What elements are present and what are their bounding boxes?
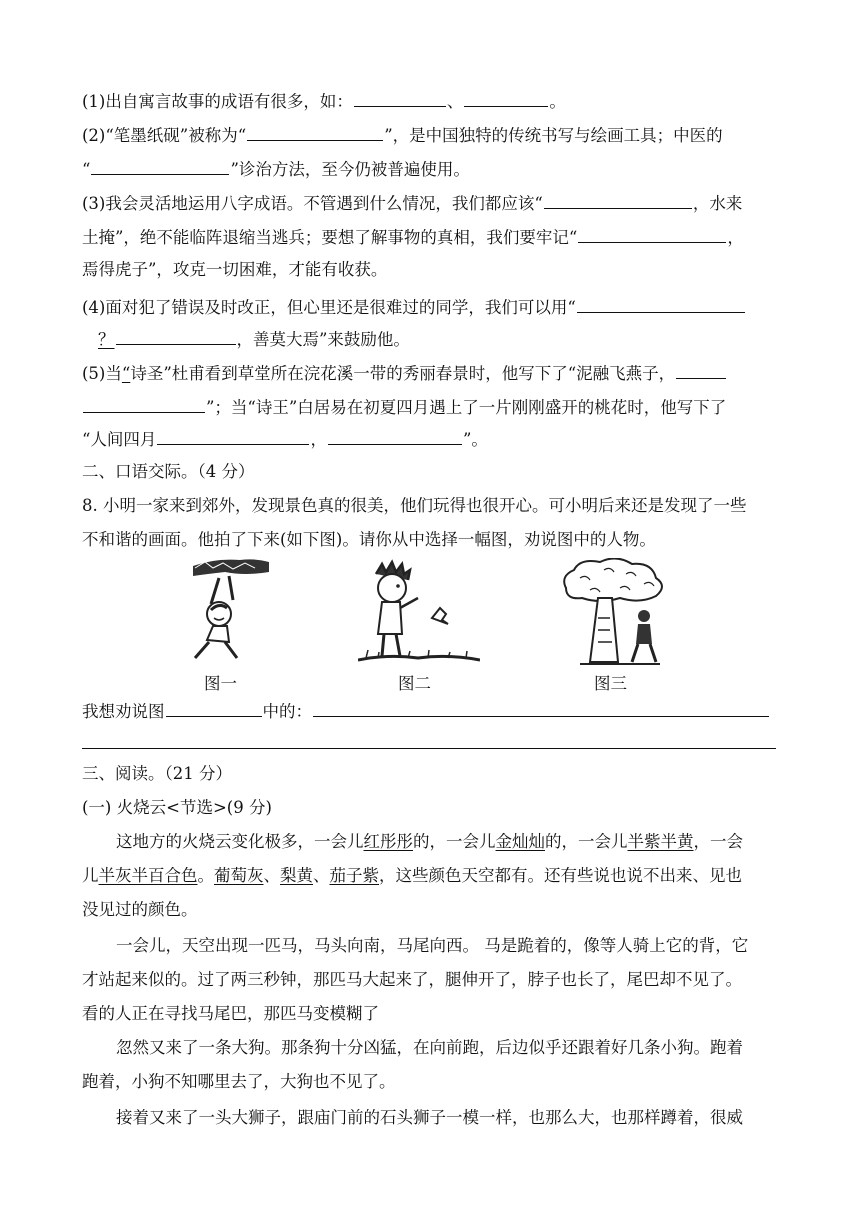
- answer-blank[interactable]: [83, 395, 205, 413]
- q7-item5-line3: “人间四月 ， ”。: [82, 427, 778, 451]
- passage-p3-line1: 忽然又来了一条大狗。那条狗十分凶猛，在向前跑，后边似乎还跟着好几条小狗。跑着: [116, 1038, 743, 1057]
- passage-p1-line3: 没见过的颜色。: [82, 900, 198, 919]
- passage-p3-line2: 跑着，小狗不知哪里去了，大狗也不见了。: [82, 1072, 396, 1091]
- passage-p2-line3: 看的人正在寻找马尾巴，那匹马变模糊了: [82, 1004, 379, 1023]
- answer-blank[interactable]: [676, 361, 726, 379]
- answer-blank[interactable]: [328, 427, 462, 445]
- reading-subheading: (一) 火烧云<节选>(9 分): [82, 798, 272, 817]
- q7-item1: (1)出自寓言故事的成语有很多，如： 、 。: [82, 89, 778, 113]
- passage-p1-line1: 这地方的火烧云变化极多，一会儿红彤彤的，一会儿金灿灿的，一会儿半紫半黄，一会: [116, 832, 743, 851]
- q8-line1: 8. 小明一家来到郊外，发现景色真的很美，他们玩得也很开心。可小明后来还是发现了一些: [82, 496, 747, 515]
- picture-1-caption: 图一: [204, 674, 237, 693]
- picture-3-caption: 图三: [594, 674, 627, 693]
- answer-blank[interactable]: [577, 295, 745, 313]
- section2-heading: 二、口语交际。（4 分）: [82, 462, 255, 481]
- q7-item2-line1: (2)“笔墨纸砚”被称为“ ”，是中国独特的传统书写与绘画工具；中医的: [82, 123, 778, 147]
- q7-item3-line3: 焉得虎子”，攻克一切困难，才能有收获。: [82, 260, 388, 279]
- picture-1-illustration: [185, 558, 271, 666]
- answer-blank[interactable]: [464, 89, 548, 107]
- picture-3-illustration: [560, 558, 672, 666]
- passage-p2-line1: 一会儿，天空出现一匹马，马头向南，马尾向西。 马是跪着的，像等人骑上它的背，它: [116, 936, 749, 955]
- section3-heading: 三、阅读。（21 分）: [82, 764, 232, 783]
- q7-item2-line2: “ ”诊治方法，至今仍被普遍使用。: [82, 157, 778, 181]
- picture-2-caption: 图二: [398, 674, 431, 693]
- picture-2-illustration: [358, 558, 480, 668]
- persuasion-answer-line-2[interactable]: [82, 748, 776, 749]
- passage-p2-line2: 才站起来似的。过了两三秒钟，那匹马大起来了，腿伸开了，脖子也长了，尾巴却不见了。: [82, 970, 742, 989]
- picture-number-blank[interactable]: [166, 699, 262, 717]
- passage-p4-line1: 接着又来了一头大狮子，跟庙门前的石头狮子一模一样，也那么大，也那样蹲着，很威: [116, 1108, 743, 1127]
- answer-blank[interactable]: [157, 427, 309, 445]
- q7-item4-line1: (4)面对犯了错误及时改正，但心里还是很难过的同学，我们可以用“: [82, 295, 778, 319]
- q7-item5-line1: (5)当“诗圣”杜甫看到草堂所在浣花溪一带的秀丽春景时，他写下了“泥融飞燕子，: [82, 361, 778, 385]
- answer-blank[interactable]: [578, 225, 726, 243]
- passage-p1-line2: 儿半灰半百合色。葡萄灰、梨黄、茄子紫，这些颜色天空都有。还有些说也说不出来、见也: [82, 866, 742, 885]
- q7-item4-line2: ？ ，善莫大焉”来鼓励他。: [82, 327, 778, 351]
- q7-item5-line2: ”；当“诗王”白居易在初夏四月遇上了一片刚刚盛开的桃花时，他写下了: [82, 395, 778, 419]
- persuasion-answer-blank[interactable]: [313, 699, 769, 717]
- answer-blank[interactable]: [247, 123, 383, 141]
- q7-item3-line1: (3)我会灵活地运用八字成语。不管遇到什么情况，我们都应该“ ，水来: [82, 191, 778, 215]
- answer-blank[interactable]: [354, 89, 446, 107]
- q8-line2: 不和谐的画面。他拍了下来(如下图)。请你从中选择一幅图，劝说图中的人物。: [82, 530, 656, 549]
- q8-answer-line: 我想劝说图 中的：: [82, 699, 778, 723]
- answer-blank[interactable]: [91, 157, 229, 175]
- answer-blank[interactable]: [544, 191, 692, 209]
- q7-item3-line2: 土掩”，绝不能临阵退缩当逃兵；要想了解事物的真相，我们要牢记“ ，: [82, 225, 778, 249]
- answer-blank[interactable]: [116, 327, 236, 345]
